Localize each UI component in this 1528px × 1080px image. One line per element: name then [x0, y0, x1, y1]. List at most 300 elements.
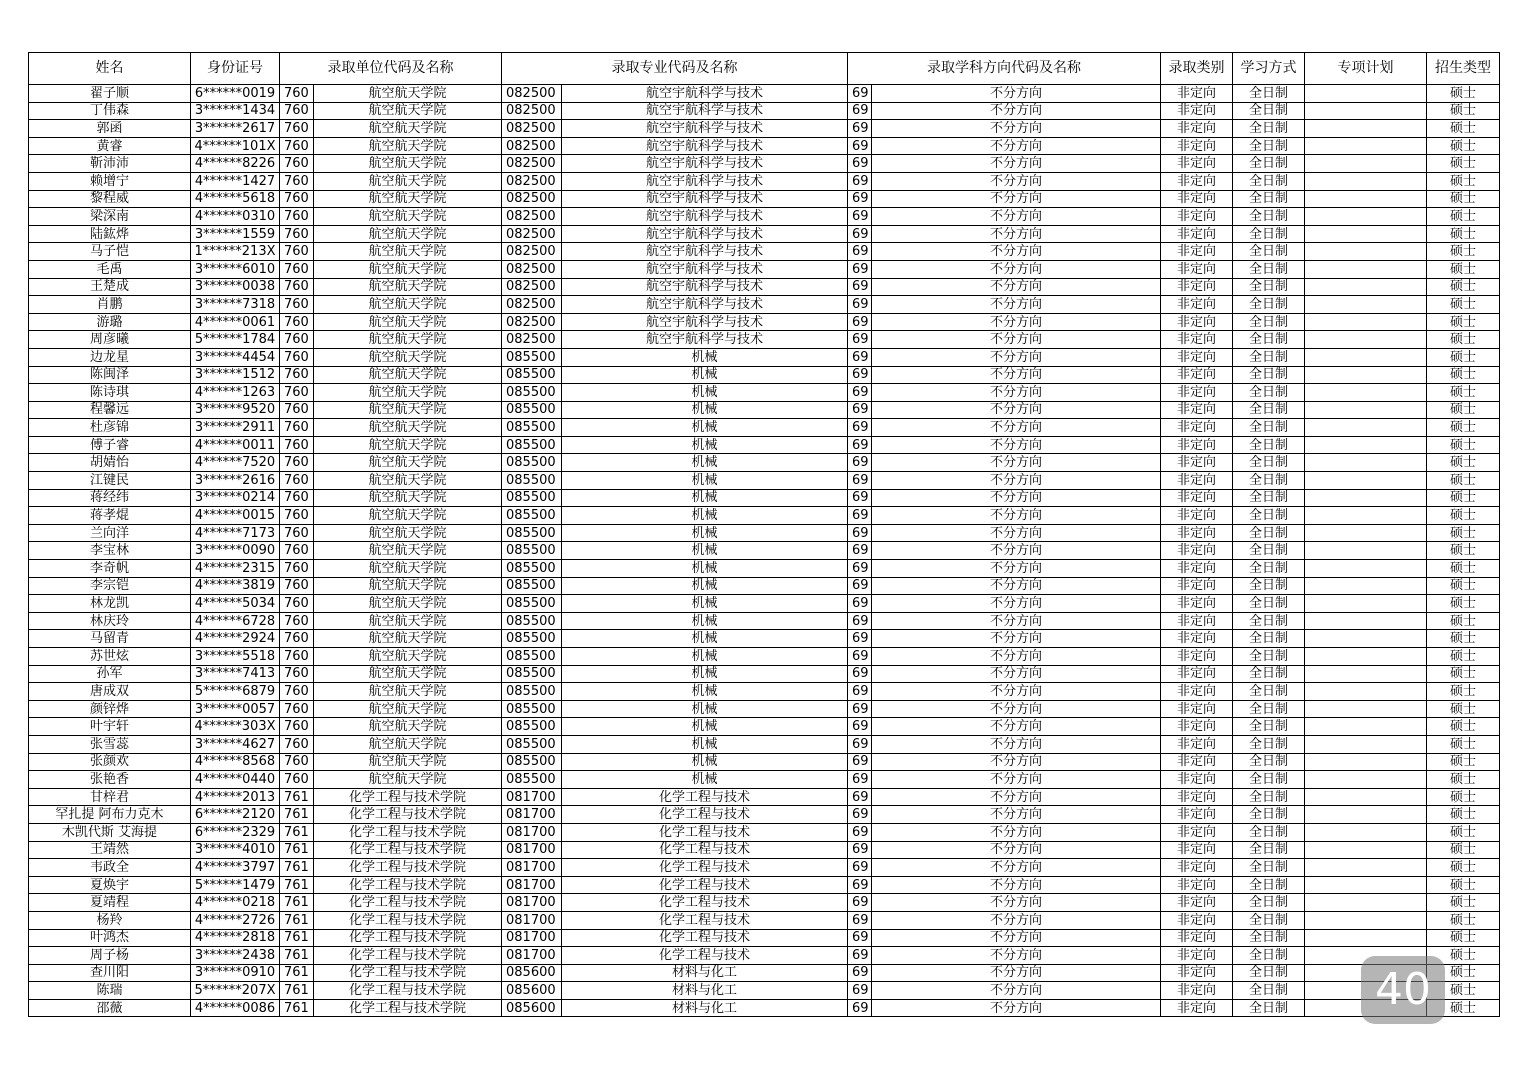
cell-unit-name: 航空航天学院	[314, 630, 502, 648]
table-row	[29, 929, 1500, 947]
cell-direction-code: 69	[848, 894, 872, 912]
cell-direction-name: 不分方向	[872, 419, 1161, 437]
cell-name: 郭函	[29, 120, 191, 138]
cell-enrollment-type: 硕士	[1427, 894, 1500, 912]
cell-id-number: 4******5618	[191, 190, 280, 208]
cell-unit-name: 航空航天学院	[314, 172, 502, 190]
table-row	[29, 595, 1500, 613]
table-row	[29, 911, 1500, 929]
cell-special-plan	[1305, 120, 1427, 138]
cell-direction-code: 69	[848, 208, 872, 226]
cell-enrollment-type: 硕士	[1427, 542, 1500, 560]
cell-unit-name: 航空航天学院	[314, 524, 502, 542]
cell-enrollment-type: 硕士	[1427, 806, 1500, 824]
cell-major-name: 机械	[562, 524, 848, 542]
cell-major-name: 机械	[562, 595, 848, 613]
header-special-plan: 专项计划	[1305, 53, 1427, 85]
cell-special-plan	[1305, 331, 1427, 349]
cell-enrollment-type: 硕士	[1427, 366, 1500, 384]
cell-enrollment-type: 硕士	[1427, 225, 1500, 243]
cell-study-mode: 全日制	[1233, 155, 1305, 173]
header-direction: 录取学科方向代码及名称	[848, 53, 1161, 85]
cell-direction-name: 不分方向	[872, 823, 1161, 841]
cell-unit-name: 航空航天学院	[314, 648, 502, 666]
cell-study-mode: 全日制	[1233, 489, 1305, 507]
cell-category: 非定向	[1161, 137, 1233, 155]
cell-unit-name: 航空航天学院	[314, 85, 502, 103]
cell-unit-name: 航空航天学院	[314, 595, 502, 613]
table-row	[29, 612, 1500, 630]
table-row	[29, 718, 1500, 736]
cell-id-number: 4******101X	[191, 137, 280, 155]
cell-major-code: 081700	[502, 841, 562, 859]
cell-study-mode: 全日制	[1233, 806, 1305, 824]
cell-major-code: 081700	[502, 788, 562, 806]
cell-unit-code: 761	[280, 894, 314, 912]
cell-direction-name: 不分方向	[872, 735, 1161, 753]
cell-unit-name: 航空航天学院	[314, 278, 502, 296]
cell-id-number: 3******4010	[191, 841, 280, 859]
cell-id-number: 3******0057	[191, 700, 280, 718]
cell-unit-name: 化学工程与技术学院	[314, 806, 502, 824]
cell-category: 非定向	[1161, 753, 1233, 771]
cell-category: 非定向	[1161, 155, 1233, 173]
cell-unit-code: 760	[280, 700, 314, 718]
cell-category: 非定向	[1161, 331, 1233, 349]
cell-unit-name: 航空航天学院	[314, 190, 502, 208]
cell-major-code: 085500	[502, 454, 562, 472]
cell-id-number: 4******2315	[191, 560, 280, 578]
cell-direction-name: 不分方向	[872, 296, 1161, 314]
page-number-badge: 40	[1361, 956, 1445, 1024]
cell-major-name: 机械	[562, 472, 848, 490]
cell-major-code: 085500	[502, 577, 562, 595]
cell-unit-name: 化学工程与技术学院	[314, 859, 502, 877]
cell-unit-code: 761	[280, 788, 314, 806]
cell-major-name: 化学工程与技术	[562, 859, 848, 877]
cell-enrollment-type: 硕士	[1427, 612, 1500, 630]
cell-special-plan	[1305, 348, 1427, 366]
cell-unit-code: 761	[280, 859, 314, 877]
table-row	[29, 489, 1500, 507]
cell-id-number: 5******1784	[191, 331, 280, 349]
table-row	[29, 296, 1500, 314]
cell-id-number: 4******1427	[191, 172, 280, 190]
cell-unit-code: 760	[280, 630, 314, 648]
cell-direction-code: 69	[848, 612, 872, 630]
cell-major-code: 082500	[502, 260, 562, 278]
cell-major-code: 085500	[502, 771, 562, 789]
cell-unit-name: 航空航天学院	[314, 401, 502, 419]
cell-study-mode: 全日制	[1233, 436, 1305, 454]
cell-name: 靳沛沛	[29, 155, 191, 173]
cell-enrollment-type: 硕士	[1427, 841, 1500, 859]
cell-unit-code: 760	[280, 524, 314, 542]
cell-id-number: 4******3819	[191, 577, 280, 595]
cell-name: 夏焕宇	[29, 876, 191, 894]
cell-special-plan	[1305, 366, 1427, 384]
table-row	[29, 208, 1500, 226]
cell-unit-name: 航空航天学院	[314, 560, 502, 578]
cell-special-plan	[1305, 542, 1427, 560]
cell-unit-code: 760	[280, 366, 314, 384]
cell-enrollment-type: 硕士	[1427, 648, 1500, 666]
cell-study-mode: 全日制	[1233, 313, 1305, 331]
cell-unit-name: 航空航天学院	[314, 577, 502, 595]
table-row	[29, 876, 1500, 894]
cell-major-code: 082500	[502, 331, 562, 349]
cell-name: 林庆玲	[29, 612, 191, 630]
cell-direction-code: 69	[848, 753, 872, 771]
cell-major-code: 082500	[502, 190, 562, 208]
cell-id-number: 5******1479	[191, 876, 280, 894]
cell-direction-code: 69	[848, 102, 872, 120]
cell-name: 陈瑞	[29, 982, 191, 1000]
cell-special-plan	[1305, 735, 1427, 753]
cell-study-mode: 全日制	[1233, 120, 1305, 138]
cell-category: 非定向	[1161, 982, 1233, 1000]
cell-category: 非定向	[1161, 841, 1233, 859]
cell-major-name: 航空宇航科学与技术	[562, 120, 848, 138]
cell-name: 张雪蕊	[29, 735, 191, 753]
cell-enrollment-type: 硕士	[1427, 735, 1500, 753]
cell-study-mode: 全日制	[1233, 542, 1305, 560]
cell-study-mode: 全日制	[1233, 331, 1305, 349]
cell-study-mode: 全日制	[1233, 225, 1305, 243]
cell-unit-code: 760	[280, 243, 314, 261]
cell-unit-code: 760	[280, 560, 314, 578]
cell-study-mode: 全日制	[1233, 366, 1305, 384]
table-row	[29, 137, 1500, 155]
cell-enrollment-type: 硕士	[1427, 964, 1500, 982]
cell-category: 非定向	[1161, 384, 1233, 402]
cell-major-name: 机械	[562, 366, 848, 384]
cell-special-plan	[1305, 718, 1427, 736]
cell-unit-code: 760	[280, 85, 314, 103]
cell-major-name: 化学工程与技术	[562, 806, 848, 824]
cell-direction-code: 69	[848, 190, 872, 208]
cell-special-plan	[1305, 648, 1427, 666]
table-row	[29, 313, 1500, 331]
cell-major-code: 085500	[502, 700, 562, 718]
cell-unit-code: 760	[280, 296, 314, 314]
cell-special-plan	[1305, 700, 1427, 718]
cell-study-mode: 全日制	[1233, 208, 1305, 226]
table-row	[29, 278, 1500, 296]
cell-study-mode: 全日制	[1233, 911, 1305, 929]
cell-special-plan	[1305, 507, 1427, 525]
cell-id-number: 4******0015	[191, 507, 280, 525]
cell-enrollment-type: 硕士	[1427, 401, 1500, 419]
cell-unit-code: 760	[280, 507, 314, 525]
cell-enrollment-type: 硕士	[1427, 278, 1500, 296]
cell-id-number: 4******3797	[191, 859, 280, 877]
cell-study-mode: 全日制	[1233, 577, 1305, 595]
cell-unit-name: 化学工程与技术学院	[314, 999, 502, 1017]
cell-unit-name: 航空航天学院	[314, 436, 502, 454]
cell-special-plan	[1305, 524, 1427, 542]
cell-direction-code: 69	[848, 806, 872, 824]
cell-study-mode: 全日制	[1233, 683, 1305, 701]
cell-major-code: 082500	[502, 208, 562, 226]
cell-major-code: 085500	[502, 753, 562, 771]
cell-id-number: 4******2818	[191, 929, 280, 947]
cell-id-number: 3******0910	[191, 964, 280, 982]
cell-unit-code: 760	[280, 172, 314, 190]
cell-direction-name: 不分方向	[872, 859, 1161, 877]
cell-special-plan	[1305, 172, 1427, 190]
cell-category: 非定向	[1161, 859, 1233, 877]
cell-enrollment-type: 硕士	[1427, 665, 1500, 683]
header-id-number: 身份证号	[191, 53, 280, 85]
cell-unit-code: 761	[280, 876, 314, 894]
cell-name: 赖增宁	[29, 172, 191, 190]
cell-major-code: 082500	[502, 225, 562, 243]
cell-direction-code: 69	[848, 999, 872, 1017]
cell-direction-code: 69	[848, 331, 872, 349]
cell-direction-code: 69	[848, 278, 872, 296]
cell-unit-name: 化学工程与技术学院	[314, 788, 502, 806]
cell-study-mode: 全日制	[1233, 859, 1305, 877]
cell-unit-code: 760	[280, 331, 314, 349]
cell-id-number: 4******0011	[191, 436, 280, 454]
cell-major-name: 机械	[562, 560, 848, 578]
cell-category: 非定向	[1161, 120, 1233, 138]
cell-name: 程馨远	[29, 401, 191, 419]
cell-direction-name: 不分方向	[872, 560, 1161, 578]
cell-unit-code: 760	[280, 120, 314, 138]
cell-enrollment-type: 硕士	[1427, 489, 1500, 507]
cell-direction-code: 69	[848, 964, 872, 982]
cell-study-mode: 全日制	[1233, 648, 1305, 666]
cell-unit-name: 航空航天学院	[314, 331, 502, 349]
cell-name: 颜锌烨	[29, 700, 191, 718]
cell-direction-code: 69	[848, 489, 872, 507]
cell-name: 王楚成	[29, 278, 191, 296]
cell-name: 梁深南	[29, 208, 191, 226]
cell-major-code: 082500	[502, 155, 562, 173]
cell-study-mode: 全日制	[1233, 982, 1305, 1000]
cell-major-code: 085500	[502, 436, 562, 454]
cell-special-plan	[1305, 595, 1427, 613]
table-row	[29, 859, 1500, 877]
cell-direction-name: 不分方向	[872, 648, 1161, 666]
cell-unit-code: 760	[280, 208, 314, 226]
cell-category: 非定向	[1161, 735, 1233, 753]
cell-major-name: 化学工程与技术	[562, 876, 848, 894]
cell-study-mode: 全日制	[1233, 472, 1305, 490]
cell-direction-name: 不分方向	[872, 260, 1161, 278]
cell-major-code: 082500	[502, 172, 562, 190]
cell-enrollment-type: 硕士	[1427, 85, 1500, 103]
cell-special-plan	[1305, 243, 1427, 261]
cell-unit-name: 航空航天学院	[314, 771, 502, 789]
cell-major-code: 085500	[502, 401, 562, 419]
cell-study-mode: 全日制	[1233, 841, 1305, 859]
cell-unit-name: 航空航天学院	[314, 260, 502, 278]
cell-major-name: 材料与化工	[562, 999, 848, 1017]
header-name: 姓名	[29, 53, 191, 85]
cell-name: 傅子睿	[29, 436, 191, 454]
cell-id-number: 3******2616	[191, 472, 280, 490]
cell-direction-code: 69	[848, 348, 872, 366]
cell-unit-code: 760	[280, 718, 314, 736]
cell-id-number: 3******1559	[191, 225, 280, 243]
cell-direction-name: 不分方向	[872, 947, 1161, 965]
cell-special-plan	[1305, 472, 1427, 490]
cell-unit-code: 760	[280, 190, 314, 208]
cell-study-mode: 全日制	[1233, 999, 1305, 1017]
cell-study-mode: 全日制	[1233, 788, 1305, 806]
cell-major-code: 081700	[502, 823, 562, 841]
cell-direction-name: 不分方向	[872, 225, 1161, 243]
cell-id-number: 4******0086	[191, 999, 280, 1017]
cell-major-code: 081700	[502, 806, 562, 824]
cell-unit-code: 761	[280, 823, 314, 841]
cell-category: 非定向	[1161, 947, 1233, 965]
table-row	[29, 472, 1500, 490]
cell-category: 非定向	[1161, 771, 1233, 789]
cell-major-name: 机械	[562, 401, 848, 419]
cell-enrollment-type: 硕士	[1427, 718, 1500, 736]
cell-name: 李宝林	[29, 542, 191, 560]
cell-unit-name: 航空航天学院	[314, 348, 502, 366]
cell-unit-name: 化学工程与技术学院	[314, 876, 502, 894]
cell-unit-code: 760	[280, 454, 314, 472]
cell-id-number: 4******2013	[191, 788, 280, 806]
cell-study-mode: 全日制	[1233, 560, 1305, 578]
table-row	[29, 419, 1500, 437]
cell-major-code: 085500	[502, 366, 562, 384]
cell-name: 张艳香	[29, 771, 191, 789]
cell-direction-code: 69	[848, 841, 872, 859]
cell-direction-code: 69	[848, 454, 872, 472]
cell-special-plan	[1305, 876, 1427, 894]
cell-major-code: 085500	[502, 560, 562, 578]
table-row	[29, 172, 1500, 190]
header-category: 录取类别	[1161, 53, 1233, 85]
cell-unit-name: 航空航天学院	[314, 419, 502, 437]
cell-direction-code: 69	[848, 401, 872, 419]
cell-unit-code: 760	[280, 102, 314, 120]
cell-major-name: 化学工程与技术	[562, 947, 848, 965]
cell-enrollment-type: 硕士	[1427, 384, 1500, 402]
cell-direction-code: 69	[848, 243, 872, 261]
cell-id-number: 3******7318	[191, 296, 280, 314]
cell-special-plan	[1305, 489, 1427, 507]
cell-unit-name: 航空航天学院	[314, 612, 502, 630]
cell-direction-name: 不分方向	[872, 120, 1161, 138]
cell-enrollment-type: 硕士	[1427, 700, 1500, 718]
cell-category: 非定向	[1161, 313, 1233, 331]
cell-id-number: 3******0090	[191, 542, 280, 560]
cell-direction-name: 不分方向	[872, 366, 1161, 384]
table-row	[29, 788, 1500, 806]
cell-major-name: 航空宇航科学与技术	[562, 137, 848, 155]
cell-major-name: 材料与化工	[562, 982, 848, 1000]
cell-enrollment-type: 硕士	[1427, 876, 1500, 894]
table-row	[29, 454, 1500, 472]
cell-id-number: 4******0061	[191, 313, 280, 331]
cell-unit-name: 航空航天学院	[314, 137, 502, 155]
cell-direction-name: 不分方向	[872, 612, 1161, 630]
cell-major-name: 机械	[562, 542, 848, 560]
cell-unit-name: 航空航天学院	[314, 718, 502, 736]
cell-unit-code: 760	[280, 472, 314, 490]
cell-enrollment-type: 硕士	[1427, 172, 1500, 190]
cell-unit-name: 航空航天学院	[314, 700, 502, 718]
cell-name: 陆鈜烨	[29, 225, 191, 243]
cell-direction-code: 69	[848, 313, 872, 331]
cell-major-name: 机械	[562, 436, 848, 454]
cell-special-plan	[1305, 560, 1427, 578]
cell-study-mode: 全日制	[1233, 296, 1305, 314]
cell-name: 翟子顺	[29, 85, 191, 103]
cell-major-code: 085600	[502, 964, 562, 982]
cell-major-name: 机械	[562, 683, 848, 701]
table-row	[29, 577, 1500, 595]
cell-enrollment-type: 硕士	[1427, 982, 1500, 1000]
cell-study-mode: 全日制	[1233, 454, 1305, 472]
table-row	[29, 560, 1500, 578]
cell-unit-code: 761	[280, 911, 314, 929]
cell-major-code: 081700	[502, 911, 562, 929]
cell-direction-code: 69	[848, 225, 872, 243]
cell-major-code: 082500	[502, 120, 562, 138]
table-row	[29, 85, 1500, 103]
cell-direction-code: 69	[848, 137, 872, 155]
cell-category: 非定向	[1161, 366, 1233, 384]
cell-name: 杨羚	[29, 911, 191, 929]
cell-id-number: 3******7413	[191, 665, 280, 683]
cell-category: 非定向	[1161, 560, 1233, 578]
cell-study-mode: 全日制	[1233, 137, 1305, 155]
table-row	[29, 348, 1500, 366]
cell-enrollment-type: 硕士	[1427, 296, 1500, 314]
cell-name: 王靖然	[29, 841, 191, 859]
cell-unit-name: 航空航天学院	[314, 225, 502, 243]
cell-major-code: 085500	[502, 489, 562, 507]
cell-special-plan	[1305, 436, 1427, 454]
cell-category: 非定向	[1161, 243, 1233, 261]
cell-direction-name: 不分方向	[872, 542, 1161, 560]
cell-direction-name: 不分方向	[872, 507, 1161, 525]
cell-study-mode: 全日制	[1233, 665, 1305, 683]
cell-study-mode: 全日制	[1233, 876, 1305, 894]
table-body	[29, 85, 1500, 1017]
cell-category: 非定向	[1161, 630, 1233, 648]
cell-unit-code: 760	[280, 665, 314, 683]
cell-major-name: 机械	[562, 700, 848, 718]
cell-id-number: 6******0019	[191, 85, 280, 103]
table-row	[29, 894, 1500, 912]
cell-unit-code: 761	[280, 806, 314, 824]
cell-study-mode: 全日制	[1233, 190, 1305, 208]
cell-direction-code: 69	[848, 507, 872, 525]
cell-unit-name: 航空航天学院	[314, 507, 502, 525]
cell-unit-code: 760	[280, 384, 314, 402]
cell-unit-name: 航空航天学院	[314, 102, 502, 120]
cell-direction-code: 69	[848, 120, 872, 138]
cell-direction-code: 69	[848, 982, 872, 1000]
cell-unit-name: 航空航天学院	[314, 120, 502, 138]
cell-study-mode: 全日制	[1233, 894, 1305, 912]
cell-enrollment-type: 硕士	[1427, 102, 1500, 120]
cell-direction-code: 69	[848, 823, 872, 841]
cell-study-mode: 全日制	[1233, 964, 1305, 982]
cell-study-mode: 全日制	[1233, 348, 1305, 366]
cell-name: 查川阳	[29, 964, 191, 982]
